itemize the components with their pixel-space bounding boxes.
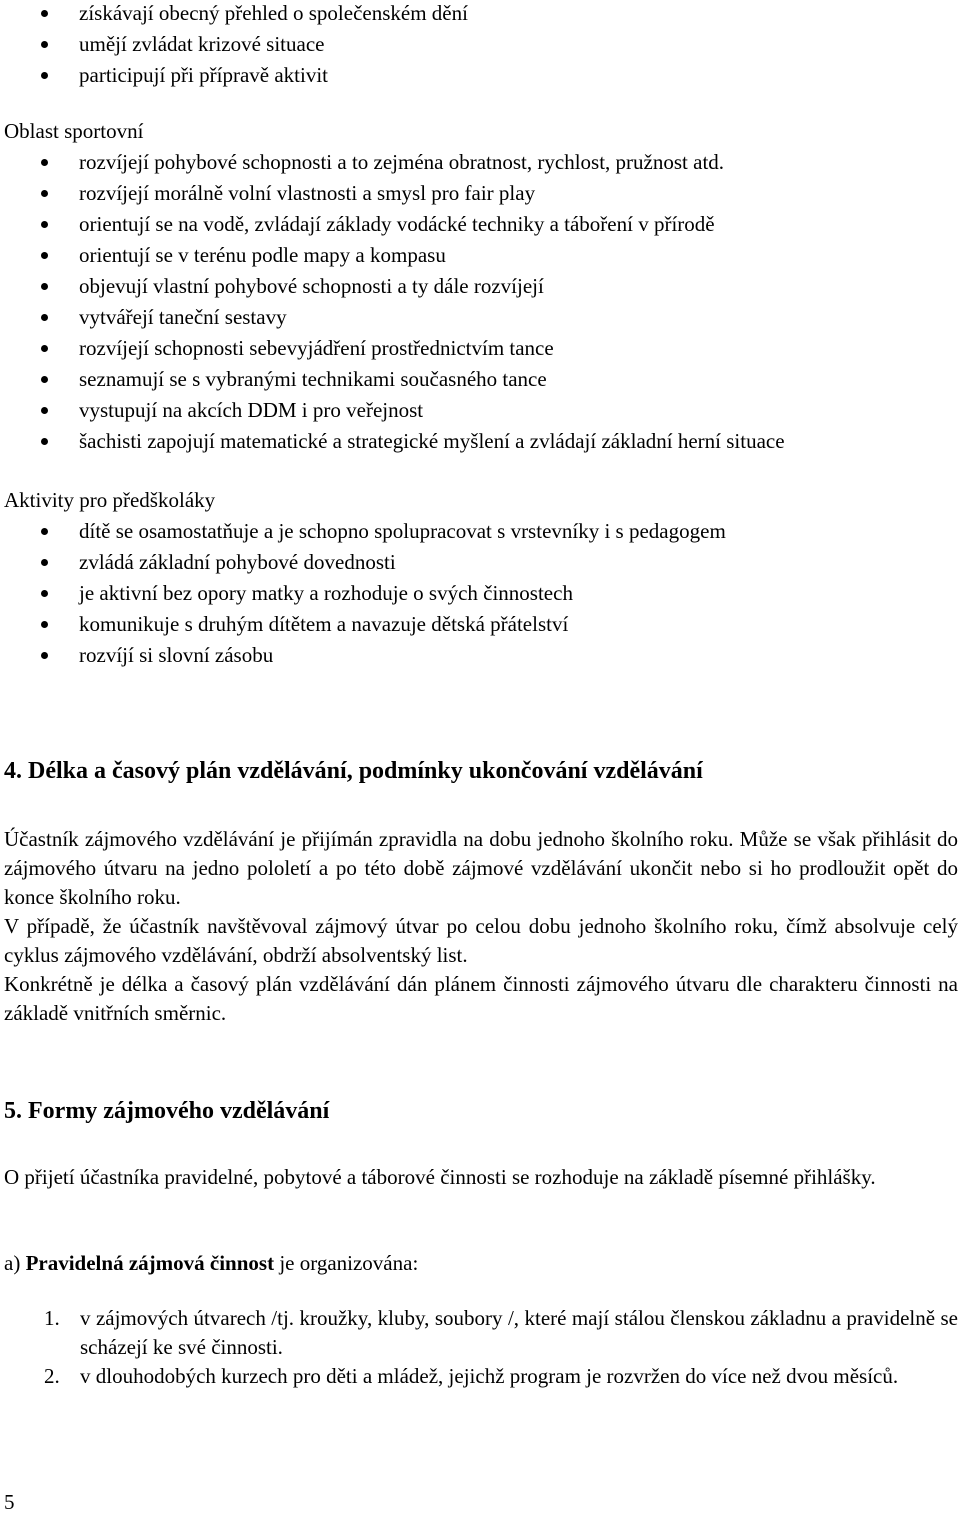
list-item: objevují vlastní pohybové schopnosti a ty dále rozvíjejí bbox=[0, 271, 785, 302]
paragraph: Účastník zájmového vzdělávání je přijímán zpravidla na dobu jednoho školního roku. Může se však přihlásit do zájmového útvaru na jedno pololetí a po této době zájmové vzdělávání ukončit nebo si ho prodloužit opět do konce školního roku. bbox=[4, 827, 958, 909]
list-item: šachisti zapojují matematické a strategické myšlení a zvládají základní herní situace bbox=[0, 426, 785, 457]
item-number: 1. bbox=[44, 1306, 60, 1330]
list-item: komunikuje s druhým dítětem a navazuje dětská přátelství bbox=[0, 609, 726, 640]
list-item: orientují se v terénu podle mapy a kompasu bbox=[0, 240, 785, 271]
page-number: 5 bbox=[4, 1490, 15, 1514]
list-item: rozvíjí si slovní zásobu bbox=[0, 640, 726, 671]
list-item: je aktivní bez opory matky a rozhoduje o svých činnostech bbox=[0, 578, 726, 609]
sub-rest-text: je organizována: bbox=[274, 1251, 419, 1275]
list-item: získávají obecný přehled o společenském dění bbox=[0, 0, 468, 29]
section-5-heading: 5. Formy zájmového vzdělávání bbox=[4, 1098, 330, 1124]
list-item bbox=[4, 1304, 958, 1362]
item-text: v dlouhodobých kurzech pro děti a mládež, jejichž program je rozvržen do více než dvou měsíců. bbox=[80, 1364, 899, 1388]
list-item: vytvářejí taneční sestavy bbox=[0, 302, 785, 333]
list-item: orientují se na vodě, zvládají základy vodácké techniky a táboření v přírodě bbox=[0, 209, 785, 240]
list-item: participují při přípravě aktivit bbox=[0, 60, 468, 91]
list-item: umějí zvládat krizové situace bbox=[0, 29, 468, 60]
paragraph: O přijetí účastníka pravidelné, pobytové a táborové činnosti se rozhoduje na základě písemné přihlášky. bbox=[4, 1165, 876, 1189]
sport-bullet-list bbox=[0, 147, 785, 457]
item-number: 2. bbox=[44, 1364, 60, 1388]
list-item: dítě se osamostatňuje a je schopno spolupracovat s vrstevníky i s pedagogem bbox=[0, 516, 726, 547]
list-item: seznamují se s vybranými technikami současného tance bbox=[0, 364, 785, 395]
sport-label: Oblast sportovní bbox=[4, 119, 144, 143]
intro-bullet-list bbox=[0, 0, 468, 91]
sub-bold-text: Pravidelná zájmová činnost bbox=[25, 1251, 275, 1275]
section-5-numbered-list bbox=[4, 1304, 958, 1391]
list-item bbox=[4, 1362, 958, 1391]
list-item: rozvíjejí pohybové schopnosti a to zejména obratnost, rychlost, pružnost atd. bbox=[0, 147, 785, 178]
list-item: rozvíjejí schopnosti sebevyjádření prostřednictvím tance bbox=[0, 333, 785, 364]
paragraph: Konkrétně je délka a časový plán vzdělávání dán plánem činnosti zájmového útvaru dle charakteru činnosti na základě vnitřních směrnic. bbox=[4, 972, 958, 1025]
section-5-intro bbox=[4, 1163, 958, 1192]
paragraph: V případě, že účastník navštěvoval zájmový útvar po celou dobu jednoho školního roku, čímž absolvuje celý cyklus zájmového vzdělávání, obdrží absolventský list. bbox=[4, 914, 958, 967]
section-4-body bbox=[4, 825, 958, 1028]
section-5-subheading bbox=[4, 1249, 958, 1278]
preschool-label: Aktivity pro předškoláky bbox=[4, 488, 216, 512]
sport-section bbox=[0, 116, 785, 457]
list-item: rozvíjejí morálně volní vlastnosti a smysl pro fair play bbox=[0, 178, 785, 209]
list-item: vystupují na akcích DDM i pro veřejnost bbox=[0, 395, 785, 426]
section-4-heading: 4. Délka a časový plán vzdělávání, podmínky ukončování vzdělávání bbox=[4, 758, 703, 784]
sub-prefix: a) bbox=[4, 1251, 26, 1275]
list-item: zvládá základní pohybové dovednosti bbox=[0, 547, 726, 578]
item-text: v zájmových útvarech /tj. kroužky, kluby, soubory /, které mají stálou členskou základnu a pravidelně se scházejí ke své činnosti. bbox=[80, 1306, 958, 1359]
preschool-bullet-list bbox=[0, 516, 726, 671]
preschool-section bbox=[0, 485, 726, 671]
